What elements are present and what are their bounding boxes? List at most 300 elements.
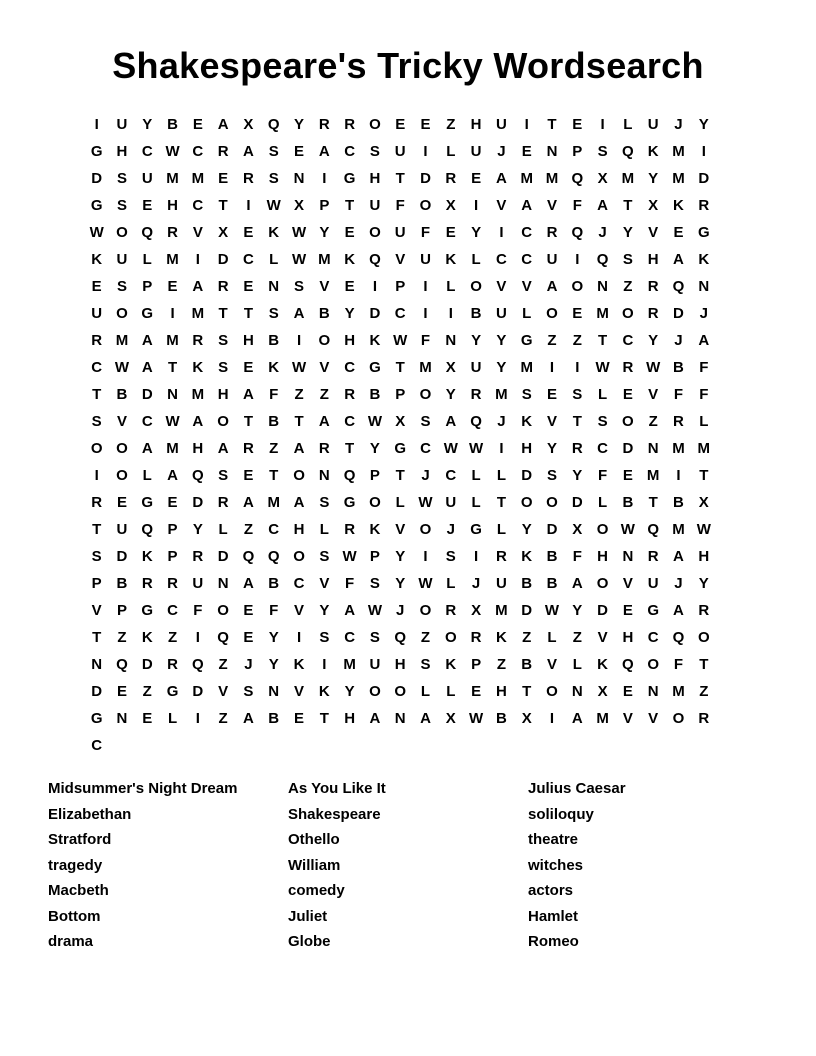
grid-letter[interactable]: L bbox=[446, 143, 456, 160]
grid-letter[interactable]: K bbox=[369, 332, 381, 349]
grid-letter[interactable]: T bbox=[92, 629, 102, 646]
grid-letter[interactable]: Y bbox=[572, 602, 583, 619]
grid-letter[interactable]: O bbox=[293, 548, 305, 565]
grid-letter[interactable]: I bbox=[94, 116, 99, 133]
grid-letter[interactable]: L bbox=[446, 575, 456, 592]
grid-letter[interactable]: I bbox=[322, 170, 327, 187]
grid-letter[interactable]: Q bbox=[672, 278, 685, 295]
grid-letter[interactable]: N bbox=[217, 575, 229, 592]
grid-letter[interactable]: N bbox=[597, 278, 608, 295]
grid-letter[interactable]: C bbox=[647, 629, 659, 646]
grid-letter[interactable]: I bbox=[195, 251, 200, 268]
grid-letter[interactable]: F bbox=[420, 332, 431, 349]
grid-letter[interactable]: S bbox=[116, 197, 127, 214]
grid-letter[interactable]: H bbox=[698, 548, 710, 565]
grid-letter[interactable]: Z bbox=[243, 521, 254, 538]
grid-letter[interactable]: E bbox=[395, 116, 406, 133]
grid-letter[interactable]: I bbox=[549, 359, 555, 376]
grid-letter[interactable]: A bbox=[318, 143, 330, 160]
grid-letter[interactable]: J bbox=[674, 332, 683, 349]
grid-letter[interactable]: J bbox=[674, 116, 683, 133]
grid-letter[interactable]: R bbox=[344, 521, 356, 538]
grid-letter[interactable]: G bbox=[90, 197, 103, 214]
grid-letter[interactable]: W bbox=[595, 359, 610, 376]
grid-letter[interactable]: A bbox=[141, 332, 153, 349]
grid-letter[interactable]: I bbox=[575, 359, 580, 376]
grid-letter[interactable]: S bbox=[116, 170, 127, 187]
grid-letter[interactable]: A bbox=[571, 575, 583, 592]
grid-letter[interactable]: V bbox=[395, 521, 406, 538]
grid-letter[interactable]: O bbox=[520, 494, 533, 511]
grid-letter[interactable]: O bbox=[116, 224, 128, 241]
grid-letter[interactable]: Q bbox=[267, 548, 280, 565]
grid-letter[interactable]: U bbox=[546, 251, 558, 268]
grid-letter[interactable]: E bbox=[445, 224, 456, 241]
grid-letter[interactable]: N bbox=[647, 440, 659, 457]
grid-letter[interactable]: D bbox=[192, 494, 204, 511]
grid-letter[interactable]: S bbox=[243, 683, 254, 700]
grid-letter[interactable]: C bbox=[344, 143, 356, 160]
grid-letter[interactable]: W bbox=[89, 224, 104, 241]
grid-letter[interactable]: E bbox=[243, 629, 254, 646]
grid-letter[interactable]: J bbox=[446, 521, 455, 538]
grid-letter[interactable]: B bbox=[116, 575, 128, 592]
grid-letter[interactable]: Y bbox=[546, 440, 557, 457]
grid-letter[interactable]: I bbox=[322, 656, 327, 673]
grid-letter[interactable]: M bbox=[495, 386, 508, 403]
grid-letter[interactable]: E bbox=[243, 224, 254, 241]
grid-letter[interactable]: X bbox=[445, 710, 456, 727]
grid-letter[interactable]: O bbox=[419, 602, 432, 619]
grid-letter[interactable]: C bbox=[293, 575, 305, 592]
grid-letter[interactable]: V bbox=[91, 602, 102, 619]
grid-letter[interactable]: X bbox=[597, 683, 608, 700]
grid-letter[interactable]: F bbox=[598, 467, 608, 484]
grid-letter[interactable]: U bbox=[470, 359, 482, 376]
grid-letter[interactable]: N bbox=[394, 710, 406, 727]
grid-letter[interactable]: O bbox=[672, 710, 685, 727]
grid-letter[interactable]: D bbox=[571, 494, 583, 511]
grid-letter[interactable]: O bbox=[293, 467, 305, 484]
grid-letter[interactable]: Q bbox=[672, 629, 685, 646]
grid-letter[interactable]: N bbox=[268, 278, 280, 295]
grid-letter[interactable]: B bbox=[268, 575, 280, 592]
grid-letter[interactable]: E bbox=[243, 602, 254, 619]
grid-letter[interactable]: T bbox=[598, 332, 608, 349]
grid-letter[interactable]: C bbox=[268, 521, 280, 538]
grid-letter[interactable]: S bbox=[369, 143, 380, 160]
grid-letter[interactable]: E bbox=[420, 116, 431, 133]
grid-letter[interactable]: M bbox=[545, 170, 559, 187]
grid-letter[interactable]: L bbox=[218, 521, 228, 538]
grid-letter[interactable]: C bbox=[91, 737, 103, 754]
grid-letter[interactable]: F bbox=[673, 386, 684, 403]
grid-letter[interactable]: R bbox=[318, 440, 330, 457]
grid-letter[interactable]: V bbox=[496, 278, 507, 295]
grid-letter[interactable]: Y bbox=[698, 575, 709, 592]
grid-letter[interactable]: T bbox=[699, 467, 709, 484]
grid-letter[interactable]: F bbox=[572, 197, 582, 214]
grid-letter[interactable]: R bbox=[647, 548, 659, 565]
grid-letter[interactable]: L bbox=[420, 683, 431, 700]
grid-letter[interactable]: Y bbox=[395, 548, 406, 565]
grid-letter[interactable]: T bbox=[218, 305, 228, 322]
grid-letter[interactable]: C bbox=[622, 332, 634, 349]
grid-letter[interactable]: Z bbox=[572, 629, 582, 646]
grid-letter[interactable]: R bbox=[217, 143, 229, 160]
grid-letter[interactable]: I bbox=[296, 629, 302, 646]
grid-letter[interactable]: M bbox=[166, 440, 179, 457]
grid-letter[interactable]: H bbox=[495, 683, 507, 700]
grid-letter[interactable]: O bbox=[116, 467, 128, 484]
grid-letter[interactable]: U bbox=[470, 143, 482, 160]
grid-letter[interactable]: R bbox=[495, 548, 507, 565]
grid-letter[interactable]: E bbox=[167, 278, 178, 295]
grid-letter[interactable]: N bbox=[571, 683, 583, 700]
grid-letter[interactable]: Y bbox=[698, 116, 709, 133]
grid-letter[interactable]: O bbox=[369, 683, 381, 700]
grid-letter[interactable]: D bbox=[141, 656, 153, 673]
grid-letter[interactable]: R bbox=[647, 278, 659, 295]
grid-letter[interactable]: O bbox=[369, 224, 381, 241]
grid-letter[interactable]: O bbox=[419, 386, 432, 403]
grid-letter[interactable]: S bbox=[622, 251, 633, 268]
grid-letter[interactable]: O bbox=[596, 575, 609, 592]
grid-letter[interactable]: P bbox=[572, 143, 583, 160]
grid-letter[interactable]: P bbox=[395, 386, 406, 403]
grid-letter[interactable]: L bbox=[471, 251, 481, 268]
grid-letter[interactable]: B bbox=[470, 305, 482, 322]
grid-letter[interactable]: S bbox=[420, 656, 431, 673]
grid-letter[interactable]: I bbox=[195, 710, 200, 727]
grid-letter[interactable]: Y bbox=[344, 683, 355, 700]
grid-letter[interactable]: V bbox=[395, 251, 406, 268]
grid-letter[interactable]: M bbox=[191, 386, 205, 403]
grid-letter[interactable]: O bbox=[419, 197, 432, 214]
grid-letter[interactable]: W bbox=[418, 575, 433, 592]
grid-letter[interactable]: I bbox=[94, 467, 99, 484]
grid-letter[interactable]: K bbox=[344, 251, 356, 268]
grid-letter[interactable]: B bbox=[318, 305, 330, 322]
grid-letter[interactable]: U bbox=[116, 116, 128, 133]
grid-letter[interactable]: A bbox=[141, 440, 153, 457]
grid-letter[interactable]: W bbox=[291, 251, 307, 268]
grid-letter[interactable]: H bbox=[116, 143, 128, 160]
grid-letter[interactable]: S bbox=[597, 413, 608, 430]
grid-letter[interactable]: W bbox=[165, 143, 180, 160]
grid-letter[interactable]: U bbox=[495, 575, 507, 592]
grid-letter[interactable]: U bbox=[116, 251, 128, 268]
grid-letter[interactable]: T bbox=[572, 413, 582, 430]
grid-letter[interactable]: U bbox=[369, 656, 381, 673]
grid-letter[interactable]: K bbox=[521, 548, 533, 565]
grid-letter[interactable]: W bbox=[291, 224, 307, 241]
grid-letter[interactable]: P bbox=[142, 278, 153, 295]
grid-letter[interactable]: L bbox=[142, 467, 152, 484]
grid-letter[interactable]: A bbox=[521, 197, 533, 214]
grid-letter[interactable]: M bbox=[115, 332, 129, 349]
grid-letter[interactable]: N bbox=[622, 548, 634, 565]
grid-letter[interactable]: H bbox=[369, 170, 381, 187]
grid-letter[interactable]: J bbox=[699, 305, 708, 322]
grid-letter[interactable]: T bbox=[345, 197, 355, 214]
grid-letter[interactable]: E bbox=[471, 170, 482, 187]
grid-letter[interactable]: E bbox=[243, 278, 254, 295]
grid-letter[interactable]: W bbox=[469, 440, 484, 457]
grid-letter[interactable]: F bbox=[269, 602, 279, 619]
grid-letter[interactable]: X bbox=[445, 359, 456, 376]
grid-letter[interactable]: X bbox=[572, 521, 583, 538]
grid-letter[interactable]: Z bbox=[648, 413, 658, 430]
grid-letter[interactable]: T bbox=[395, 467, 405, 484]
grid-letter[interactable]: L bbox=[319, 521, 329, 538]
grid-letter[interactable]: V bbox=[597, 629, 608, 646]
grid-letter[interactable]: S bbox=[521, 386, 532, 403]
grid-letter[interactable]: J bbox=[421, 467, 430, 484]
grid-letter[interactable]: B bbox=[116, 386, 128, 403]
grid-letter[interactable]: Y bbox=[445, 386, 456, 403]
grid-letter[interactable]: A bbox=[293, 305, 305, 322]
grid-letter[interactable]: P bbox=[116, 602, 127, 619]
grid-letter[interactable]: R bbox=[673, 413, 684, 430]
grid-letter[interactable]: G bbox=[697, 224, 710, 241]
grid-letter[interactable]: Q bbox=[242, 548, 255, 565]
grid-letter[interactable]: O bbox=[697, 629, 710, 646]
grid-letter[interactable]: T bbox=[395, 170, 405, 187]
grid-letter[interactable]: I bbox=[423, 305, 428, 322]
grid-letter[interactable]: S bbox=[369, 575, 380, 592]
grid-letter[interactable]: Q bbox=[343, 467, 356, 484]
grid-letter[interactable]: N bbox=[445, 332, 457, 349]
grid-letter[interactable]: L bbox=[699, 413, 709, 430]
grid-letter[interactable]: Z bbox=[167, 629, 178, 646]
grid-letter[interactable]: M bbox=[495, 602, 508, 619]
grid-letter[interactable]: K bbox=[647, 143, 659, 160]
grid-letter[interactable]: O bbox=[369, 116, 381, 133]
grid-letter[interactable]: A bbox=[369, 710, 381, 727]
grid-letter[interactable]: C bbox=[141, 413, 153, 430]
grid-letter[interactable]: P bbox=[167, 548, 178, 565]
grid-letter[interactable]: Q bbox=[470, 413, 482, 430]
grid-letter[interactable]: A bbox=[192, 413, 204, 430]
grid-letter[interactable]: O bbox=[419, 521, 432, 538]
grid-letter[interactable]: O bbox=[444, 629, 457, 646]
grid-letter[interactable]: V bbox=[218, 683, 229, 700]
grid-letter[interactable]: I bbox=[423, 143, 428, 160]
grid-letter[interactable]: H bbox=[192, 440, 204, 457]
grid-letter[interactable]: T bbox=[243, 305, 254, 322]
grid-letter[interactable]: X bbox=[395, 413, 406, 430]
grid-letter[interactable]: U bbox=[141, 170, 153, 187]
grid-letter[interactable]: I bbox=[474, 548, 479, 565]
grid-letter[interactable]: H bbox=[217, 386, 229, 403]
grid-letter[interactable]: N bbox=[268, 683, 280, 700]
grid-letter[interactable]: W bbox=[696, 521, 711, 538]
grid-letter[interactable]: V bbox=[294, 683, 305, 700]
grid-letter[interactable]: U bbox=[394, 143, 406, 160]
grid-letter[interactable]: W bbox=[367, 413, 382, 430]
grid-letter[interactable]: Z bbox=[218, 656, 228, 673]
grid-letter[interactable]: Q bbox=[192, 467, 204, 484]
grid-letter[interactable]: Q bbox=[192, 656, 204, 673]
grid-letter[interactable]: K bbox=[369, 521, 381, 538]
grid-letter[interactable]: K bbox=[293, 656, 305, 673]
grid-letter[interactable]: K bbox=[141, 629, 153, 646]
grid-letter[interactable]: Y bbox=[648, 332, 659, 349]
grid-letter[interactable]: A bbox=[243, 386, 254, 403]
grid-letter[interactable]: S bbox=[268, 305, 279, 322]
grid-letter[interactable]: D bbox=[217, 251, 229, 268]
grid-letter[interactable]: A bbox=[673, 602, 684, 619]
grid-letter[interactable]: E bbox=[471, 683, 482, 700]
grid-letter[interactable]: E bbox=[243, 359, 254, 376]
grid-letter[interactable]: P bbox=[319, 197, 330, 214]
grid-letter[interactable]: A bbox=[546, 278, 558, 295]
grid-letter[interactable]: F bbox=[395, 197, 405, 214]
grid-letter[interactable]: E bbox=[521, 143, 532, 160]
grid-letter[interactable]: G bbox=[343, 170, 356, 187]
grid-letter[interactable]: S bbox=[319, 548, 330, 565]
grid-letter[interactable]: V bbox=[546, 413, 557, 430]
grid-letter[interactable]: E bbox=[572, 305, 583, 322]
grid-letter[interactable]: R bbox=[243, 170, 254, 187]
grid-letter[interactable]: T bbox=[547, 116, 557, 133]
grid-letter[interactable]: X bbox=[445, 197, 456, 214]
grid-letter[interactable]: V bbox=[192, 224, 203, 241]
grid-letter[interactable]: V bbox=[622, 575, 633, 592]
grid-letter[interactable]: L bbox=[142, 251, 152, 268]
grid-letter[interactable]: N bbox=[318, 467, 330, 484]
grid-letter[interactable]: P bbox=[167, 521, 178, 538]
grid-letter[interactable]: Z bbox=[547, 332, 557, 349]
grid-letter[interactable]: U bbox=[495, 305, 507, 322]
grid-letter[interactable]: T bbox=[269, 467, 279, 484]
grid-letter[interactable]: B bbox=[673, 494, 684, 511]
grid-letter[interactable]: G bbox=[647, 602, 660, 619]
grid-letter[interactable]: Y bbox=[395, 575, 406, 592]
grid-letter[interactable]: R bbox=[192, 548, 204, 565]
grid-letter[interactable]: X bbox=[698, 494, 709, 511]
grid-letter[interactable]: H bbox=[167, 197, 178, 214]
grid-letter[interactable]: Z bbox=[446, 116, 456, 133]
grid-letter[interactable]: N bbox=[546, 143, 558, 160]
grid-letter[interactable]: Z bbox=[699, 683, 709, 700]
grid-letter[interactable]: L bbox=[471, 467, 481, 484]
grid-letter[interactable]: S bbox=[268, 143, 279, 160]
grid-letter[interactable]: W bbox=[469, 710, 484, 727]
grid-letter[interactable]: F bbox=[420, 224, 431, 241]
grid-letter[interactable]: I bbox=[524, 116, 529, 133]
grid-letter[interactable]: L bbox=[598, 386, 608, 403]
grid-letter[interactable]: O bbox=[596, 521, 609, 538]
grid-letter[interactable]: V bbox=[546, 197, 557, 214]
grid-letter[interactable]: C bbox=[597, 440, 608, 457]
grid-letter[interactable]: E bbox=[572, 116, 583, 133]
grid-letter[interactable]: G bbox=[166, 683, 179, 700]
grid-letter[interactable]: D bbox=[369, 305, 381, 322]
grid-letter[interactable]: C bbox=[420, 440, 431, 457]
grid-letter[interactable]: T bbox=[243, 413, 254, 430]
grid-letter[interactable]: Q bbox=[571, 170, 584, 187]
grid-letter[interactable]: I bbox=[423, 548, 428, 565]
grid-letter[interactable]: B bbox=[546, 575, 558, 592]
grid-letter[interactable]: Y bbox=[572, 467, 583, 484]
grid-letter[interactable]: U bbox=[192, 575, 204, 592]
grid-letter[interactable]: I bbox=[549, 710, 555, 727]
grid-letter[interactable]: Y bbox=[344, 305, 355, 322]
grid-letter[interactable]: M bbox=[166, 332, 179, 349]
grid-letter[interactable]: G bbox=[90, 143, 103, 160]
grid-letter[interactable]: I bbox=[296, 332, 302, 349]
grid-letter[interactable]: E bbox=[116, 683, 127, 700]
grid-letter[interactable]: I bbox=[499, 440, 504, 457]
grid-letter[interactable]: R bbox=[217, 278, 229, 295]
grid-letter[interactable]: B bbox=[268, 332, 280, 349]
grid-letter[interactable]: G bbox=[394, 440, 407, 457]
grid-letter[interactable]: X bbox=[294, 197, 305, 214]
grid-letter[interactable]: Q bbox=[596, 251, 609, 268]
grid-letter[interactable]: S bbox=[319, 494, 330, 511]
grid-letter[interactable]: G bbox=[141, 602, 154, 619]
grid-letter[interactable]: Y bbox=[622, 224, 633, 241]
grid-letter[interactable]: T bbox=[345, 440, 355, 457]
grid-letter[interactable]: Z bbox=[117, 629, 127, 646]
grid-letter[interactable]: H bbox=[293, 521, 305, 538]
grid-letter[interactable]: D bbox=[141, 386, 153, 403]
grid-letter[interactable]: T bbox=[92, 521, 102, 538]
grid-letter[interactable]: W bbox=[544, 602, 560, 619]
grid-letter[interactable]: M bbox=[697, 440, 711, 457]
grid-letter[interactable]: L bbox=[269, 251, 279, 268]
grid-letter[interactable]: J bbox=[471, 575, 481, 592]
grid-letter[interactable]: E bbox=[344, 224, 355, 241]
grid-letter[interactable]: X bbox=[521, 710, 532, 727]
grid-letter[interactable]: T bbox=[294, 413, 304, 430]
grid-letter[interactable]: M bbox=[672, 143, 685, 160]
grid-letter[interactable]: B bbox=[268, 710, 280, 727]
grid-letter[interactable]: Y bbox=[294, 116, 305, 133]
grid-letter[interactable]: C bbox=[192, 197, 204, 214]
grid-letter[interactable]: Q bbox=[141, 521, 154, 538]
grid-letter[interactable]: A bbox=[192, 278, 204, 295]
grid-letter[interactable]: R bbox=[192, 332, 204, 349]
grid-letter[interactable]: D bbox=[622, 440, 634, 457]
grid-letter[interactable]: G bbox=[520, 332, 533, 349]
grid-letter[interactable]: A bbox=[698, 332, 710, 349]
grid-letter[interactable]: C bbox=[521, 224, 533, 241]
grid-letter[interactable]: K bbox=[445, 251, 457, 268]
grid-letter[interactable]: Z bbox=[522, 629, 532, 646]
grid-letter[interactable]: O bbox=[217, 413, 229, 430]
grid-letter[interactable]: Y bbox=[319, 224, 330, 241]
grid-letter[interactable]: T bbox=[496, 494, 506, 511]
grid-letter[interactable]: D bbox=[192, 683, 204, 700]
grid-letter[interactable]: O bbox=[394, 683, 407, 700]
grid-letter[interactable]: N bbox=[698, 278, 710, 295]
grid-letter[interactable]: R bbox=[647, 305, 659, 322]
grid-letter[interactable]: G bbox=[470, 521, 482, 538]
grid-letter[interactable]: Z bbox=[294, 386, 304, 403]
grid-letter[interactable]: A bbox=[318, 413, 330, 430]
grid-letter[interactable]: C bbox=[344, 359, 356, 376]
grid-letter[interactable]: M bbox=[520, 359, 533, 376]
grid-letter[interactable]: R bbox=[91, 332, 103, 349]
grid-letter[interactable]: C bbox=[192, 143, 204, 160]
grid-letter[interactable]: D bbox=[521, 602, 533, 619]
grid-letter[interactable]: K bbox=[192, 359, 204, 376]
grid-letter[interactable]: M bbox=[267, 494, 280, 511]
grid-letter[interactable]: M bbox=[672, 521, 685, 538]
